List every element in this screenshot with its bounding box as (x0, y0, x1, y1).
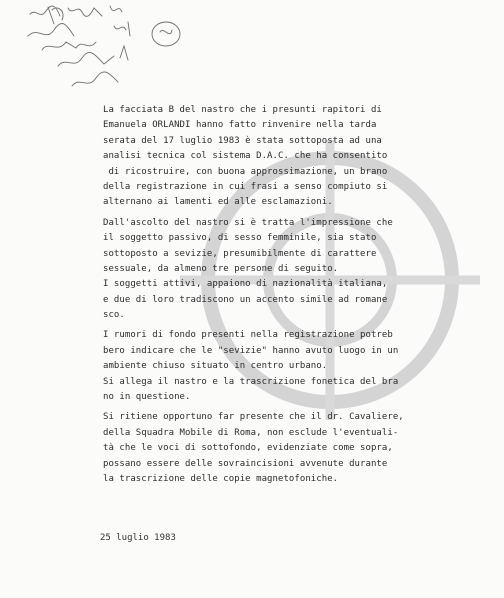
text-line: e due di loro tradiscono un accento simile ad romane (103, 294, 388, 305)
text-line: Dall'ascolto del nastro si è tratta l'impressione che (103, 217, 393, 228)
text-line: di ricostruire, con buona approssimazione, un brano (103, 166, 388, 177)
text-line: possano essere delle sovraincisioni avvenute durante (103, 458, 388, 469)
text-line: La facciata B del nastro che i presunti rapitori di (103, 105, 382, 115)
text-line: sottoposto a sevizie, presumibilmente di carattere (103, 248, 377, 259)
text-line: Si ritiene opportuno far presente che il dr. Cavaliere, (103, 412, 404, 423)
text-line: bero indicare che le "sevizie" hanno avuto luogo in un (103, 345, 399, 356)
text-line: I soggetti attivi, appaiono di nazionalità italiana, (103, 279, 388, 290)
text-line: sessuale, da almeno tre persone di seguito. (103, 263, 339, 274)
document-date: 25 luglio 1983 (100, 533, 176, 543)
text-line: tà che le voci di sottofondo, evidenziate come sopra, (103, 443, 393, 454)
handwritten-annotation (18, 2, 183, 102)
text-line: ambiente chiuso situato in centro urbano. (103, 361, 328, 372)
letter-body (103, 103, 463, 487)
text-line: della registrazione in cui frasi a senso compiuto si (103, 181, 388, 192)
text-line: serata del 17 luglio 1983 è stata sottoposta ad una (103, 135, 382, 146)
text-line: no in questione. (103, 392, 191, 403)
text-line: sco. (103, 310, 125, 321)
text-line: alternano ai lamenti ed alle esclamazioni. (103, 197, 333, 208)
text-line: analisi tecnica col sistema D.A.C. che ha consentito (103, 151, 388, 162)
text-line: della Squadra Mobile di Roma, non esclude l'eventuali- (103, 427, 399, 438)
text-line: la trascrizione delle copie magnetofoniche. (103, 473, 339, 484)
text-line: il soggetto passivo, di sesso femminile, sia stato (103, 233, 377, 244)
text-line: Emanuela ORLANDI hanno fatto rinvenire nella tarda (103, 120, 377, 131)
text-line: I rumori di fondo presenti nella registrazione potreb (103, 330, 393, 341)
text-line: Si allega il nastro e la trascrizione fonetica del bra (103, 376, 399, 387)
